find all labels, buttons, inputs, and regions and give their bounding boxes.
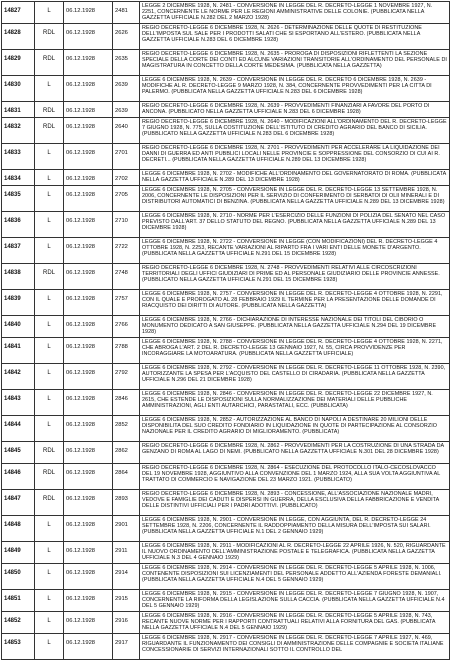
- row-number: 14849: [2, 542, 35, 564]
- act-description: LEGGE 6 DICEMBRE 1928, N. 2852 - AUTORIZZAZIONE AL BANCO DI NAPOLI A DESTINARE 20 MILIONI DELLE DISPONIBILITA DEL SUO CREDITO FONDIARIO IN LIQUIDAZIONE IN QUOTE DI PARTECIPAZIONE AL CONSORZIO NAZIONALE PER IL CREDITO AGRARIO DI MIGLIORAMENTO. (PUBBLICATA): [140, 416, 450, 442]
- row-number: 14840: [2, 316, 35, 338]
- row-number: 14846: [2, 464, 35, 490]
- act-type: RDL: [35, 464, 64, 490]
- act-date: 06.12.1928: [64, 490, 113, 516]
- act-code: 2705: [113, 186, 140, 212]
- legislation-table-body: [2, 2, 450, 660]
- act-date: 06.12.1928: [64, 516, 113, 542]
- row-number: 14845: [2, 442, 35, 464]
- row-number: 14842: [2, 364, 35, 390]
- act-date: 06.12.1928: [64, 416, 113, 442]
- act-description: LEGGE 6 DICEMBRE 1928, N. 2639 - CONVERSIONE IN LEGGE DEL R. DECRETO 6 DICEMBRE 1928, N. 2639 - MODIFICHE AL R. DECRETO-LEGGE 9 MARZO 1928, N. 384, CONCERNENTE PROVVEDIMENTI PER LA CITTA DI PALERMO. (PUBBLICATA NELLA GAZZETTA UFFICIALE N.283 DEL 6 DICEMBRE 1928): [140, 76, 450, 102]
- act-description: REGIO DECRETO-LEGGE 6 DICEMBRE 1928, N. 2701 - PROVVEDIMENTI PER ACCELERARE LA LIQUIDAZIONE DEI DANNI DI GUERRA ED ANTI PUBBLICI LOCALI NELLE PROVINCIE E SOPPRESSIONE DEL CONSORZIO DI CUI AI R. DECRETI... (PUBBLICATA NELLA GAZZETTA UFFICIALE N.289 DEL 13 DICEMBRE 1928): [140, 144, 450, 170]
- act-description: LEGGE 6 DICEMBRE 1928, N. 2766 - DICHIARAZIONE DI INTERESSE NAZIONALE DEI TITOLI DEL CIBORIO O MONUMENTO DEDICATO A SAN GIUSEPPE. (PUBBLICATA NELLA GAZZETTA UFFICIALE N.294 DEL 19 DICEMBRE 1928): [140, 316, 450, 338]
- act-description: LEGGE 6 DICEMBRE 1928, N. 2722 - CONVERSIONE IN LEGGE (CON MODIFICAZIONI) DEL R. DECRETO-LEGGE 4 OTTOBRE 1928, N. 2253, RECANTE VARIAZIONI AL RIPARTO FRA I VARI ENTI DELLE MONETE D'ARGENTO. (PUBBLICATA NELLA GAZZETTA UFFICIALE N.291 DEL 15 DICEMBRE 1928): [140, 238, 450, 264]
- act-type: L: [35, 144, 64, 170]
- table-row: [2, 264, 450, 290]
- act-type: RDL: [35, 264, 64, 290]
- act-date: 06.12.1928: [64, 24, 113, 50]
- act-code: 2788: [113, 338, 140, 364]
- table-row: [2, 390, 450, 416]
- act-code: 2481: [113, 2, 140, 24]
- act-code: 2640: [113, 118, 140, 144]
- act-type: L: [35, 76, 64, 102]
- row-number: 14833: [2, 144, 35, 170]
- act-date: 06.12.1928: [64, 633, 113, 659]
- act-type: L: [35, 364, 64, 390]
- legislation-table: [1, 1, 450, 660]
- act-code: 2916: [113, 611, 140, 633]
- act-date: 06.12.1928: [64, 338, 113, 364]
- act-description: LEGGE 6 DICEMBRE 1928, N. 2914 - CONVERSIONE IN LEGGE DEL R. DECRETO-LEGGE 5 APRILE 1928, N. 1006, CONTENENTE DISPOSIZIONI SUI LICENZIAMENTI DEL PERSONALE ADDETTO ALL'AZIENDA FORESTE DEMANIALI. (PUBBLICATA NELLA GAZZETTA UFFICIALE N.4 DEL 5 GENNAIO 1929): [140, 564, 450, 590]
- table-row: [2, 212, 450, 238]
- table-row: [2, 490, 450, 516]
- act-code: 2846: [113, 390, 140, 416]
- table-row: [2, 416, 450, 442]
- row-number: 14827: [2, 2, 35, 24]
- act-type: L: [35, 564, 64, 590]
- act-type: L: [35, 633, 64, 659]
- row-number: 14853: [2, 633, 35, 659]
- act-description: LEGGE 6 DICEMBRE 1928, N. 2792 - CONVERSIONE IN LEGGE DEL R. DECRETO-LEGGE 11 OTTOBRE 1928, N. 2390, AUTORIZZANTE LA SPESA PER L'ACQUISTO DEL CASTELLO DI CIRADARIA. (PUBBLICATA NELLA GAZZETTA UFFICIALE N.296 DEL 21 DICEMBRE 1928): [140, 364, 450, 390]
- act-type: L: [35, 290, 64, 316]
- act-type: L: [35, 238, 64, 264]
- table-row: [2, 186, 450, 212]
- table-row: [2, 338, 450, 364]
- row-number: 14836: [2, 212, 35, 238]
- act-code: 2901: [113, 516, 140, 542]
- act-code: 2792: [113, 364, 140, 390]
- act-date: 06.12.1928: [64, 76, 113, 102]
- row-number: 14850: [2, 564, 35, 590]
- row-number: 14832: [2, 118, 35, 144]
- row-number: 14847: [2, 490, 35, 516]
- table-row: [2, 24, 450, 50]
- act-type: RDL: [35, 50, 64, 76]
- act-type: L: [35, 390, 64, 416]
- row-number: 14841: [2, 338, 35, 364]
- act-type: L: [35, 542, 64, 564]
- table-row: [2, 316, 450, 338]
- act-type: L: [35, 611, 64, 633]
- act-date: 06.12.1928: [64, 442, 113, 464]
- act-code: 2626: [113, 24, 140, 50]
- table-row: [2, 76, 450, 102]
- table-row: [2, 611, 450, 633]
- act-code: 2635: [113, 50, 140, 76]
- table-row: [2, 144, 450, 170]
- act-type: L: [35, 212, 64, 238]
- table-row: [2, 364, 450, 390]
- act-date: 06.12.1928: [64, 542, 113, 564]
- table-row: [2, 2, 450, 24]
- act-type: L: [35, 186, 64, 212]
- table-row: [2, 238, 450, 264]
- act-description: REGIO DECRETO-LEGGE 6 DICEMBRE 1928, N. 2864 - ESECUZIONE DEL PROTOCOLLO ITALO-CECOSLOVACCO DEL 19 NOVEMBRE 1928, AGGIUNTIVO ALLA CONVENZIONE DEL 1 MARZO 1924, ALLA SUA VOLTA AGGIUNTIVA AL TRATTATO DI COMMERCIO E NAVIGAZIONE DEL 23 MARZO 1921. (PUBBLICATO): [140, 464, 450, 490]
- act-description: LEGGE 6 DICEMBRE 1928, N. 2788 - CONVERSIONE IN LEGGE DEL R. DECRETO-LEGGE 4 OTTOBRE 1928, N. 2271, CHE ABROGA L'ART. 2 DEL R. DECRETO-LEGGE 13 GENNAIO 1927, N. 55, CIRCA PROVVIDENZE PER INCORAGGIARE LA MOTOARATURA. (PUBBLICATA NELLA GAZZETTA UFFICIALE): [140, 338, 450, 364]
- row-number: 14830: [2, 76, 35, 102]
- act-date: 06.12.1928: [64, 611, 113, 633]
- act-description: REGIO DECRETO-LEGGE 6 DICEMBRE 1928, N. 2862 - PROVVEDIMENTI PER LA COSTRUZIONE DI UNA STRADA DA GENZANO DI ROMA AL LAGO DI NEMI. (PUBBLICATO NELLA GAZZETTA UFFICIALE N.301 DEL 28 DICEMBRE 1928): [140, 442, 450, 464]
- table-row: [2, 590, 450, 612]
- row-number: 14851: [2, 590, 35, 612]
- act-code: 2917: [113, 633, 140, 659]
- row-number: 14844: [2, 416, 35, 442]
- act-description: LEGGE 6 DICEMBRE 1928, N. 2846 - CONVERSIONE IN LEGGE DEL R. DECRETO-LEGGE 22 DICEMBRE 1927, N. 2615, CHE ESTENDE LE DISPOSIZIONI SULLA NORMALIZZAZIONE DEI MATERIALI DELLE PUBBLICHE AMMINISTRAZIONI, AGLI ENTI AUTARCHICI, PARASTATALI, ECC. (PUBBLICATA): [140, 390, 450, 416]
- row-number: 14848: [2, 516, 35, 542]
- table-row: [2, 633, 450, 659]
- act-description: LEGGE 6 DICEMBRE 1928, N. 2705 - CONVERSIONE IN LEGGE DEL R. DECRETO-LEGGE 13 SETTEMBRE 1928, N. 2006, CONCERNENTE LE DISPOSIZIONI PER IL SERVIZIO DI CONFERIMENTO DI SERBATOI DI OLII MINERALI E DI DISTRIBUTORI AUTOMATICI DI BENZINA. (PUBBLICATA NELLA GAZZETTA UFFICIALE N.289 DEL 13 DICEMBRE 1928): [140, 186, 450, 212]
- row-number: 14829: [2, 50, 35, 76]
- act-description: LEGGE 6 DICEMBRE 1928, N. 2702 - MODIFICHE ALL'ORDINAMENTO DEL GOVERNATORATO DI ROMA. (PUBBLICATA NELLA GAZZETTA UFFICIALE N.289 DEL 13 DICEMBRE 1928): [140, 170, 450, 186]
- act-description: LEGGE 6 DICEMBRE 1928, N. 2917 - CONVERSIONE IN LEGGE DEL R. DECRETO-LEGGE 7 APRILE 1927, N. 469, RIGUARDANTE IL FUNZIONAMENTO DEI CONSIGLI DI AMMINISTRAZIONE DELLE COMPAGNIE E SOCIETA ITALIANE CONCESSIONARIE DI SERVIZI INTERNAZIONALI SOTTO IL CONTROLLO DEL: [140, 633, 450, 659]
- table-row: [2, 118, 450, 144]
- act-code: 2915: [113, 590, 140, 612]
- act-date: 06.12.1928: [64, 264, 113, 290]
- act-description: LEGGE 2 DICEMBRE 1928, N. 2481 - CONVERSIONE IN LEGGE DEL R. DECRETO-LEGGE 1 NOVEMBRE 1927, N. 2251, CONCERNENTE LE NORME PER LE REGIONI AMMINISTRATIVE DELLE COLONIE. (PUBBLICATA NELLA GAZZETTA UFFICIALE N.282 DEL 2 MARZO 1928): [140, 2, 450, 24]
- act-date: 06.12.1928: [64, 170, 113, 186]
- table-row: [2, 290, 450, 316]
- act-date: 06.12.1928: [64, 590, 113, 612]
- act-type: L: [35, 316, 64, 338]
- table-row: [2, 564, 450, 590]
- act-description: REGIO DECRETO-LEGGE 6 DICEMBRE 1928, N. 2640 - MODIFICAZIONI ALL'ORDINAMENTO DEL R. DECRETO-LEGGE 7 GIUGNO 1928, N. 775, SULLA COSTITUZIONE DELL'ISTITUTO DI CREDITO AGRARIO DEL BANCO DI SICILIA. (PUBBLICATO NELLA GAZZETTA UFFICIALE N.283 DEL 6 DICEMBRE 1928): [140, 118, 450, 144]
- act-code: 2639: [113, 76, 140, 102]
- act-code: 2757: [113, 290, 140, 316]
- row-number: 14843: [2, 390, 35, 416]
- table-row: [2, 50, 450, 76]
- act-date: 06.12.1928: [64, 290, 113, 316]
- act-type: L: [35, 416, 64, 442]
- act-code: 2864: [113, 464, 140, 490]
- act-code: 2766: [113, 316, 140, 338]
- act-code: 2748: [113, 264, 140, 290]
- act-description: REGIO DECRETO-LEGGE 6 DICEMBRE 1928, N. 2639 - PROVVEDIMENTI FINANZIARI A FAVORE DEL PORTO DI ANCONA. (PUBBLICATO NELLA GAZZETTA UFFICIALE N.283 DEL 6 DICEMBRE 1928): [140, 102, 450, 118]
- act-date: 06.12.1928: [64, 50, 113, 76]
- act-description: LEGGE 6 DICEMBRE 1928, N. 2710 - NORME PER L'ESERCIZIO DELLE FUNZIONI DI POLIZIA DEL SENATO NEL CASO PREVISTO DALL'ART. 37 DELLO STATUTO DEL REGNO. (PUBBLICATA NELLA GAZZETTA UFFICIALE N.289 DEL 13 DICEMBRE 1928): [140, 212, 450, 238]
- act-type: L: [35, 590, 64, 612]
- act-date: 06.12.1928: [64, 186, 113, 212]
- row-number: 14831: [2, 102, 35, 118]
- act-date: 06.12.1928: [64, 464, 113, 490]
- act-code: 2893: [113, 490, 140, 516]
- act-code: 2862: [113, 442, 140, 464]
- act-code: 2852: [113, 416, 140, 442]
- act-date: 06.12.1928: [64, 316, 113, 338]
- act-type: L: [35, 2, 64, 24]
- act-date: 06.12.1928: [64, 390, 113, 416]
- act-code: 2911: [113, 542, 140, 564]
- act-code: 2702: [113, 170, 140, 186]
- act-description: LEGGE 6 DICEMBRE 1928, N. 2915 - CONVERSIONE IN LEGGE DEL R. DECRETO-LEGGE 7 GIUGNO 1928, N. 1907, CONCERNENTE LA RIFORMA DELLA LEGISLAZIONE SULLA CACCIA. (PUBBLICATA NELLA GAZZETTA UFFICIALE N.4 DEL 5 GENNAIO 1929): [140, 590, 450, 612]
- table-row: [2, 102, 450, 118]
- act-type: L: [35, 338, 64, 364]
- table-row: [2, 464, 450, 490]
- act-code: 2722: [113, 238, 140, 264]
- act-type: RDL: [35, 490, 64, 516]
- row-number: 14828: [2, 24, 35, 50]
- act-description: REGIO DECRETO-LEGGE 6 DICEMBRE 1928, N. 2748 - PROVVEDIMENTI RELATIVI ALLE CIRCOSCRIZIONI TERRITORIALI DEGLI UFFICI GIUDIZIARI DI PRIME ED AL PERSONALE GIUDIZIARIO DELLE PROVINCIE ANNESSE. (PUBBLICATO NELLA GAZZETTA UFFICIALE N.291 DEL 15 DICEMBRE 1928): [140, 264, 450, 290]
- act-description: REGIO DECRETO-LEGGE 6 DICEMBRE 1928, N. 2893 - CONCESSIONE, ALL'ASSOCIAZIONE NAZIONALE MADRI, VEDOVE E FAMIGLIE DEI CADUTI E DISPERSI IN GUERRA, DELLA ESCLUSIVA DELLA FABBRICAZIONE E VENDITA DELLE DISTINTIVI UFFICIALI PER I PADRI ADOTTIVI. (PUBBLICATO): [140, 490, 450, 516]
- act-description: REGIO DECRETO-LEGGE 6 DICEMBRE 1928, N. 2635 - PROROGA DI DISPOSIZIONI RIFLETTENTI LA SEZIONE SPECIALE DELLA CORTE DEI CONTI ED ALCUNE VARIAZIONI TRANSITORIE ALL'ORDINAMENTO DEL PERSONALE DI MAGISTRATURA IN CONCETTO DELLA CORTE MEDESIMA. (PUBBLICATA NELLA GAZZETTA): [140, 50, 450, 76]
- act-date: 06.12.1928: [64, 212, 113, 238]
- row-number: 14834: [2, 170, 35, 186]
- act-type: RDL: [35, 118, 64, 144]
- act-description: LEGGE 6 DICEMBRE 1928, N. 2916 - CONVERSIONE IN LEGGE DEL R. DECRETO-LEGGE 5 APRILE 1928, N. 743, RECANTE NUOVE NORME PER I RAPPORTI CONTRATTUALI RELATIVI ALLA FORNITURA DEL GAS. (PUBBLICATA NELLA GAZZETTA UFFICIALE N.4 DEL 5 GENNAIO 1929): [140, 611, 450, 633]
- act-type: RDL: [35, 102, 64, 118]
- table-row: [2, 170, 450, 186]
- row-number: 14852: [2, 611, 35, 633]
- act-description: REGIO DECRETO-LEGGE 6 DICEMBRE 1928, N. 2626 - DETERMINAZIONE DELLE QUOTE DI RESTITUZIONE DELL'IMPOSTA SUL SALE PER I PRODOTTI SALATI CHE SI ESPORTANO ALL'ESTERO. (PUBBLICATA NELLA GAZZETTA UFFICIALE N.283 DEL 6 DICEMBRE 1928): [140, 24, 450, 50]
- act-type: RDL: [35, 24, 64, 50]
- row-number: 14839: [2, 290, 35, 316]
- act-date: 06.12.1928: [64, 564, 113, 590]
- act-code: 2639: [113, 102, 140, 118]
- row-number: 14837: [2, 238, 35, 264]
- act-type: L: [35, 170, 64, 186]
- row-number: 14838: [2, 264, 35, 290]
- act-date: 06.12.1928: [64, 102, 113, 118]
- act-date: 06.12.1928: [64, 238, 113, 264]
- table-row: [2, 442, 450, 464]
- table-row: [2, 516, 450, 542]
- act-code: 2710: [113, 212, 140, 238]
- act-code: 2701: [113, 144, 140, 170]
- act-code: 2914: [113, 564, 140, 590]
- act-type: RDL: [35, 442, 64, 464]
- act-date: 06.12.1928: [64, 144, 113, 170]
- act-description: LEGGE 6 DICEMBRE 1928, N. 2911 - MODIFICAZIONI AL R. DECRETO-LEGGE 22 APRILE 1926, N. 520, RIGUARDANTE IL NUOVO ORDINAMENTO DELL'AMMINISTRAZIONE POSTALE E TELEGRAFICA. (PUBBLICATA NELLA GAZZETTA UFFICIALE N.3 DEL 4 GENNAIO 1929): [140, 542, 450, 564]
- act-date: 06.12.1928: [64, 2, 113, 24]
- table-row: [2, 542, 450, 564]
- row-number: 14835: [2, 186, 35, 212]
- act-description: LEGGE 6 DICEMBRE 1928, N. 2757 - CONVERSIONE IN LEGGE DEL R. DECRETO-LEGGE 4 OTTOBRE 1928, N. 2291, CON IL QUALE E PROROGATO AL 28 FEBBRAIO 1929 IL TERMINE PER LA PRESENTAZIONE DELLE DOMANDE DI RIACQUISTO DEI DIRITTI DI AUTORE. (PUBBLICATA NELLA GAZZETTA): [140, 290, 450, 316]
- act-type: L: [35, 516, 64, 542]
- act-description: LEGGE 6 DICEMBRE 1928, N. 2901 - CONVERSIONE IN LEGGE, CON AGGIUNTA, DEL R. DECRETO-LEGGE 24 SETTEMBRE 1928, N. 2206, CONCERNENTE IL RADDOPPIAMENTO DELLA MISURA DELL'IMPOSTA SUI SALARI. (PUBBLICATA NELLA GAZZETTA UFFICIALE N.1 DEL 2 GENNAIO 1929): [140, 516, 450, 542]
- act-date: 06.12.1928: [64, 364, 113, 390]
- act-date: 06.12.1928: [64, 118, 113, 144]
